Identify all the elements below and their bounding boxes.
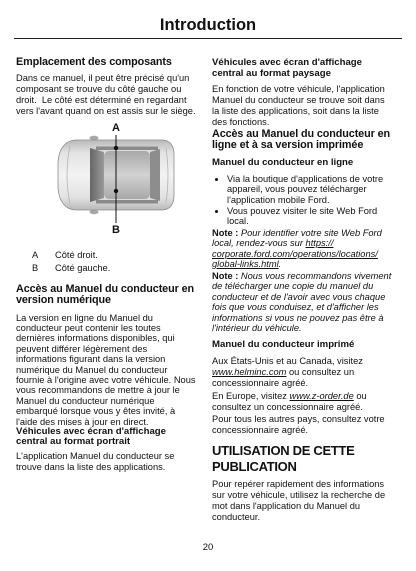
heading-using-publication: UTILISATION DE CETTE PUBLICATION xyxy=(212,443,355,474)
car-windshield xyxy=(90,148,104,202)
paragraph-europe xyxy=(212,391,367,413)
note-text: Pour identifier votre site Web Ford local, rendez-vous sur xyxy=(212,227,382,248)
heading-online-printed-manual: Accès au Manuel du conducteur en ligne et à sa version imprimée xyxy=(212,127,390,151)
list-item-ford-website: Vous pouvez visiter le site Web Ford local. xyxy=(227,205,378,227)
paragraph-us-canada xyxy=(212,356,363,389)
note-text: Nous vous recommandons vivement de télécharger une copie du manuel du conducteur et de l'avoir avec vous chaque fois que vous conduisez, et d'afficher les informations si vous ne pouvez pas être à l'intérieur du véhicule. xyxy=(212,270,392,334)
legend-key-a: A xyxy=(32,249,39,260)
paragraph-component-location: Dans ce manuel, il peut être précisé qu'un composant se trouve du côté gauche ou droit. Le côté est déterminé en regardant vers l'avant quand on est assis sur le siège. xyxy=(16,72,196,116)
heading-component-location: Emplacement des composants xyxy=(16,55,172,68)
subheading-online-manual: Manuel du conducteur en ligne xyxy=(212,156,354,168)
car-side-window-top xyxy=(96,147,158,151)
page-number: 20 xyxy=(202,542,214,553)
side-indicator-dot-bottom xyxy=(114,189,118,193)
paragraph-text: En Europe, visitez xyxy=(212,390,290,401)
subheading-printed-manual: Manuel du conducteur imprimé xyxy=(212,338,355,350)
diagram-label-a: A xyxy=(112,122,120,134)
paragraph-landscape-display: En fonction de votre véhicule, l'application Manuel du conducteur se trouve soit dans la liste des applications, soit dans la liste des fonctions. xyxy=(212,83,385,127)
bullet-icon xyxy=(215,210,218,213)
paragraph-text-end: ou consultez un concessionnaire agréé. xyxy=(212,366,355,388)
paragraph-text: Aux États-Unis et au Canada, visitez xyxy=(212,355,363,366)
bullet-icon xyxy=(215,178,218,181)
page-title: Introduction xyxy=(159,16,257,34)
paragraph-other-countries: Pour tous les autres pays, consultez votre concessionnaire agréé. xyxy=(212,413,385,435)
side-indicator-dot-top xyxy=(114,146,118,150)
list-item-app-store: Via la boutique d'applications de votre appareil, vous pouvez télécharger l'application mobile Ford. xyxy=(227,173,384,205)
note-download-copy xyxy=(212,271,391,335)
helminc-link[interactable]: www.helminc.com xyxy=(212,366,287,377)
heading-digital-manual: Accès au Manuel du conducteur en version numérique xyxy=(16,282,194,306)
title-divider xyxy=(14,38,402,39)
note-local-website xyxy=(212,228,382,270)
ford-global-links-link[interactable]: https:// corporate.ford.com/operations/locations/ global-links.html xyxy=(212,238,378,269)
note-text-end: . xyxy=(278,259,282,269)
subheading-landscape-display: Véhicules avec écran d'affichage central au format paysage xyxy=(212,56,362,79)
legend-key-b: B xyxy=(32,262,39,273)
car-side-window-bottom xyxy=(96,200,158,204)
legend-label-a: Côté droit. xyxy=(55,249,98,260)
subheading-portrait-display: Véhicules avec écran d'affichage central au format portrait xyxy=(16,426,166,448)
vehicle-top-view-diagram xyxy=(40,118,190,240)
diagram-label-b: B xyxy=(112,224,120,236)
car-roof xyxy=(104,151,150,199)
paragraph-using-publication: Pour repérer rapidement des informations sur votre véhicule, utilisez la recherche de mot dans l'application du Manuel du conducteur. xyxy=(212,478,386,522)
note-label: Note : xyxy=(212,270,239,281)
paragraph-digital-manual: La version en ligne du Manuel du conducteur peut contenir les toutes dernières informations disponibles, qui peuvent différer légèrement des informations figurant dans la version numérique du Manuel du conducteur fournie à l'origine avec votre véhicule. Nous vous recommandons de mettre à jour le Manuel du conducteur numérique embarqué lorsque vous y êtes invité, à l'aide des mises à jour en direct. xyxy=(16,312,196,427)
paragraph-portrait-display: L'application Manuel du conducteur se trouve dans la liste des applications. xyxy=(16,450,175,472)
note-label: Note : xyxy=(212,227,239,238)
car-rear-window xyxy=(150,149,160,201)
legend-label-b: Côté gauche. xyxy=(55,262,111,273)
paragraph-text-end: ou consultez un concessionnaire agréé. xyxy=(212,390,367,412)
z-order-link[interactable]: www.z-order.de xyxy=(289,390,354,401)
